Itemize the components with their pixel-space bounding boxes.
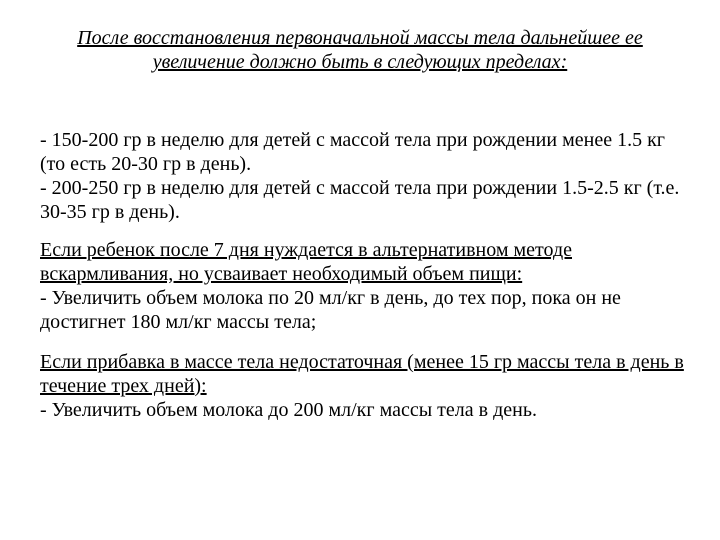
weight-gain-norms: [40, 128, 690, 224]
insufficient-gain-instruction: - Увеличить объем молока до 200 мл/кг массы тела в день.: [40, 399, 537, 421]
norm-line-normal-birth-weight: - 200-250 гр в неделю для детей с массой тела при рождении 1.5-2.5 кг (т.е. 30-35 гр в день).: [40, 177, 680, 223]
alternative-feeding-heading: Если ребенок после 7 дня нуждается в альтернативном методе вскармливания, но усваивает необходимый объем пищи:: [40, 239, 572, 285]
norm-line-low-birth-weight: - 150-200 гр в неделю для детей с массой тела при рождении менее 1.5 кг (то есть 20-30 гр в день).: [40, 129, 665, 175]
insufficient-gain-section: [40, 350, 690, 422]
slide-title: После восстановления первоначальной массы тела дальнейшее ее увеличение должно быть в следующих пределах:: [77, 27, 643, 73]
alternative-feeding-section: [40, 238, 690, 334]
alternative-feeding-instruction: - Увеличить объем молока по 20 мл/кг в день, до тех пор, пока он не достигнет 180 мл/кг массы тела;: [40, 287, 621, 333]
insufficient-gain-heading: Если прибавка в массе тела недостаточная (менее 15 гр массы тела в день в течение трех дней):: [40, 351, 684, 397]
